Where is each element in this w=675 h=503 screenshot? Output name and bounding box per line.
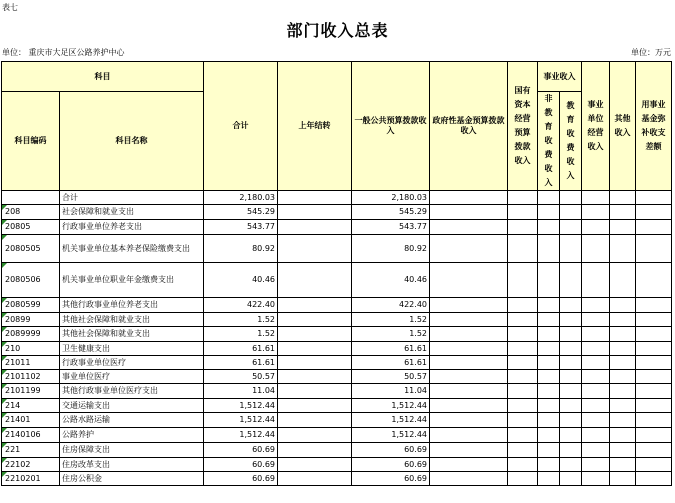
- cell-empty: [582, 413, 610, 428]
- cell-carryover: [278, 356, 352, 370]
- cell-total: 60.69: [204, 458, 278, 472]
- cell-empty: [636, 298, 672, 313]
- page-title: 部门收入总表: [286, 21, 389, 40]
- cell-empty: [538, 327, 560, 342]
- cell-name: 其他社会保障和就业支出: [60, 313, 204, 327]
- cell-name: 合计: [60, 191, 204, 205]
- cell-empty: [430, 298, 508, 313]
- cell-general-budget: 1.52: [352, 327, 430, 342]
- cell-general-budget: 1,512.44: [352, 399, 430, 413]
- header-general-budget: 一般公共预算拨款收入: [352, 62, 430, 191]
- cell-empty: [508, 205, 538, 220]
- header-edu-fee: 教育收费收入: [560, 92, 582, 191]
- cell-empty: [636, 327, 672, 342]
- cell-code: 2080599: [2, 298, 60, 313]
- cell-empty: [610, 399, 636, 413]
- cell-empty: [582, 205, 610, 220]
- cell-empty: [538, 356, 560, 370]
- cell-empty: [430, 356, 508, 370]
- cell-code: 2080505: [2, 235, 60, 263]
- table-row: [2, 458, 672, 472]
- cell-empty: [560, 263, 582, 298]
- cell-code: 208: [2, 205, 60, 220]
- table-row: [2, 356, 672, 370]
- cell-empty: [610, 327, 636, 342]
- cell-name: 机关事业单位基本养老保险缴费支出: [60, 235, 204, 263]
- cell-empty: [610, 384, 636, 399]
- cell-total: 40.46: [204, 263, 278, 298]
- cell-empty: [582, 472, 610, 486]
- cell-empty: [538, 472, 560, 486]
- cell-general-budget: 80.92: [352, 235, 430, 263]
- cell-empty: [430, 263, 508, 298]
- cell-empty: [560, 235, 582, 263]
- cell-general-budget: 50.57: [352, 370, 430, 384]
- cell-empty: [636, 191, 672, 205]
- cell-empty: [560, 205, 582, 220]
- cell-total: 61.61: [204, 356, 278, 370]
- table-row: [2, 399, 672, 413]
- cell-total: 61.61: [204, 342, 278, 356]
- cell-code: 2101102: [2, 370, 60, 384]
- cell-carryover: [278, 384, 352, 399]
- cell-empty: [560, 472, 582, 486]
- cell-empty: [610, 298, 636, 313]
- cell-carryover: [278, 205, 352, 220]
- cell-empty: [610, 235, 636, 263]
- cell-empty: [610, 356, 636, 370]
- cell-name: 社会保障和就业支出: [60, 205, 204, 220]
- table-row: [2, 413, 672, 428]
- cell-empty: [508, 235, 538, 263]
- cell-carryover: [278, 370, 352, 384]
- cell-empty: [430, 370, 508, 384]
- cell-empty: [636, 263, 672, 298]
- table-row: [2, 220, 672, 235]
- header-gov-fund: 政府性基金预算拨款收入: [430, 62, 508, 191]
- cell-carryover: [278, 399, 352, 413]
- cell-carryover: [278, 298, 352, 313]
- cell-carryover: [278, 443, 352, 458]
- cell-general-budget: 61.61: [352, 356, 430, 370]
- cell-empty: [560, 399, 582, 413]
- cell-empty: [636, 472, 672, 486]
- cell-carryover: [278, 413, 352, 428]
- cell-empty: [636, 220, 672, 235]
- cell-total: 60.69: [204, 472, 278, 486]
- cell-empty: [560, 428, 582, 443]
- cell-empty: [610, 413, 636, 428]
- cell-carryover: [278, 263, 352, 298]
- cell-total: 1.52: [204, 327, 278, 342]
- cell-empty: [610, 443, 636, 458]
- cell-empty: [508, 384, 538, 399]
- cell-code: 214: [2, 399, 60, 413]
- cell-code: 20899: [2, 313, 60, 327]
- cell-empty: [508, 313, 538, 327]
- cell-empty: [538, 384, 560, 399]
- cell-empty: [430, 458, 508, 472]
- table-row: [2, 428, 672, 443]
- table-row: [2, 327, 672, 342]
- cell-empty: [582, 263, 610, 298]
- cell-code: 2080506: [2, 263, 60, 298]
- cell-code: [2, 191, 60, 205]
- cell-general-budget: 60.69: [352, 472, 430, 486]
- cell-empty: [610, 191, 636, 205]
- cell-empty: [610, 313, 636, 327]
- table-body: [2, 191, 672, 486]
- cell-empty: [508, 472, 538, 486]
- cell-empty: [636, 205, 672, 220]
- cell-empty: [582, 443, 610, 458]
- table-row: [2, 472, 672, 486]
- cell-general-budget: 60.69: [352, 443, 430, 458]
- cell-empty: [538, 428, 560, 443]
- cell-name: 机关事业单位职业年金缴费支出: [60, 263, 204, 298]
- cell-empty: [636, 428, 672, 443]
- cell-empty: [430, 384, 508, 399]
- cell-empty: [610, 370, 636, 384]
- header-carryover: 上年结转: [278, 62, 352, 191]
- table-row: [2, 384, 672, 399]
- cell-empty: [582, 342, 610, 356]
- cell-empty: [560, 313, 582, 327]
- cell-total: 1.52: [204, 313, 278, 327]
- cell-name: 事业单位医疗: [60, 370, 204, 384]
- header-fund-supplement: 用事业基金弥补收支差额: [636, 62, 672, 191]
- cell-general-budget: 545.29: [352, 205, 430, 220]
- cell-empty: [538, 263, 560, 298]
- cell-carryover: [278, 342, 352, 356]
- table-row: [2, 205, 672, 220]
- cell-empty: [582, 191, 610, 205]
- header-state-capital: 国有资本经营预算拨款收入: [508, 62, 538, 191]
- header-subject: 科目: [2, 62, 204, 92]
- cell-empty: [636, 356, 672, 370]
- cell-general-budget: 1,512.44: [352, 413, 430, 428]
- cell-carryover: [278, 327, 352, 342]
- cell-carryover: [278, 220, 352, 235]
- cell-name: 公路养护: [60, 428, 204, 443]
- cell-name: 卫生健康支出: [60, 342, 204, 356]
- cell-empty: [610, 263, 636, 298]
- cell-general-budget: 2,180.03: [352, 191, 430, 205]
- cell-code: 21401: [2, 413, 60, 428]
- table-row: [2, 342, 672, 356]
- cell-code: 2210201: [2, 472, 60, 486]
- cell-general-budget: 60.69: [352, 458, 430, 472]
- cell-empty: [610, 342, 636, 356]
- cell-empty: [636, 370, 672, 384]
- cell-code: 2101199: [2, 384, 60, 399]
- header-name: 科目名称: [60, 92, 204, 191]
- header-total: 合计: [204, 62, 278, 191]
- cell-empty: [582, 384, 610, 399]
- cell-carryover: [278, 235, 352, 263]
- cell-total: 1,512.44: [204, 428, 278, 443]
- table-row: [2, 443, 672, 458]
- cell-total: 1,512.44: [204, 413, 278, 428]
- cell-empty: [430, 313, 508, 327]
- table-row: [2, 235, 672, 263]
- cell-name: 其他社会保障和就业支出: [60, 327, 204, 342]
- cell-empty: [538, 205, 560, 220]
- cell-general-budget: 1,512.44: [352, 428, 430, 443]
- cell-name: 行政事业单位养老支出: [60, 220, 204, 235]
- cell-empty: [560, 356, 582, 370]
- cell-empty: [560, 327, 582, 342]
- cell-empty: [610, 428, 636, 443]
- cell-name: 住房保障支出: [60, 443, 204, 458]
- cell-empty: [560, 370, 582, 384]
- cell-empty: [538, 370, 560, 384]
- cell-empty: [636, 399, 672, 413]
- cell-empty: [636, 342, 672, 356]
- cell-empty: [538, 342, 560, 356]
- cell-name: 住房公积金: [60, 472, 204, 486]
- cell-empty: [560, 298, 582, 313]
- header-unit-operation: 事业单位经营收入: [582, 62, 610, 191]
- cell-general-budget: 422.40: [352, 298, 430, 313]
- table-row: [2, 298, 672, 313]
- cell-empty: [430, 342, 508, 356]
- cell-empty: [560, 458, 582, 472]
- cell-total: 1,512.44: [204, 399, 278, 413]
- cell-empty: [538, 191, 560, 205]
- cell-empty: [430, 443, 508, 458]
- header-other-income: 其他收入: [610, 62, 636, 191]
- cell-carryover: [278, 428, 352, 443]
- cell-empty: [508, 342, 538, 356]
- cell-empty: [430, 220, 508, 235]
- cell-empty: [508, 458, 538, 472]
- cell-total: 50.57: [204, 370, 278, 384]
- cell-empty: [636, 458, 672, 472]
- cell-empty: [560, 191, 582, 205]
- cell-empty: [582, 370, 610, 384]
- header-code: 科目编码: [2, 92, 60, 191]
- cell-empty: [560, 413, 582, 428]
- cell-empty: [430, 399, 508, 413]
- cell-empty: [538, 443, 560, 458]
- cell-code: 21011: [2, 356, 60, 370]
- table-row: [2, 263, 672, 298]
- cell-empty: [430, 472, 508, 486]
- cell-code: 221: [2, 443, 60, 458]
- header-non-edu-fee: 非教育收费收入: [538, 92, 560, 191]
- cell-general-budget: 11.04: [352, 384, 430, 399]
- header-business-income: 事业收入: [538, 62, 582, 92]
- cell-empty: [430, 191, 508, 205]
- unit-label-right: 单位：万元: [631, 48, 671, 57]
- cell-name: 公路水路运输: [60, 413, 204, 428]
- cell-empty: [582, 298, 610, 313]
- cell-empty: [636, 443, 672, 458]
- unit-label-left: 单位： 重庆市大足区公路养护中心: [2, 48, 125, 57]
- cell-total: 545.29: [204, 205, 278, 220]
- cell-carryover: [278, 191, 352, 205]
- cell-general-budget: 1.52: [352, 313, 430, 327]
- cell-empty: [508, 428, 538, 443]
- cell-name: 其他行政事业单位养老支出: [60, 298, 204, 313]
- cell-empty: [430, 413, 508, 428]
- cell-empty: [582, 220, 610, 235]
- cell-code: 22102: [2, 458, 60, 472]
- cell-empty: [508, 220, 538, 235]
- cell-empty: [560, 342, 582, 356]
- cell-empty: [582, 313, 610, 327]
- table-tag: 表七: [2, 3, 18, 12]
- cell-empty: [538, 413, 560, 428]
- cell-empty: [582, 356, 610, 370]
- revenue-table: [1, 61, 672, 486]
- cell-name: 交通运输支出: [60, 399, 204, 413]
- cell-total: 2,180.03: [204, 191, 278, 205]
- cell-empty: [538, 298, 560, 313]
- cell-carryover: [278, 472, 352, 486]
- cell-total: 11.04: [204, 384, 278, 399]
- cell-empty: [508, 327, 538, 342]
- cell-empty: [560, 384, 582, 399]
- cell-empty: [508, 413, 538, 428]
- cell-total: 543.77: [204, 220, 278, 235]
- cell-empty: [560, 220, 582, 235]
- cell-empty: [610, 472, 636, 486]
- cell-empty: [582, 399, 610, 413]
- cell-empty: [538, 235, 560, 263]
- cell-empty: [508, 443, 538, 458]
- cell-empty: [508, 263, 538, 298]
- cell-empty: [636, 313, 672, 327]
- cell-empty: [538, 313, 560, 327]
- cell-empty: [430, 235, 508, 263]
- cell-empty: [582, 327, 610, 342]
- cell-empty: [610, 458, 636, 472]
- cell-total: 422.40: [204, 298, 278, 313]
- cell-empty: [610, 220, 636, 235]
- cell-empty: [508, 191, 538, 205]
- cell-code: 210: [2, 342, 60, 356]
- cell-code: 20805: [2, 220, 60, 235]
- cell-empty: [538, 458, 560, 472]
- cell-name: 住房改革支出: [60, 458, 204, 472]
- cell-empty: [430, 428, 508, 443]
- cell-code: 2140106: [2, 428, 60, 443]
- cell-general-budget: 61.61: [352, 342, 430, 356]
- cell-empty: [538, 220, 560, 235]
- cell-empty: [508, 298, 538, 313]
- cell-empty: [636, 413, 672, 428]
- cell-empty: [636, 384, 672, 399]
- cell-carryover: [278, 313, 352, 327]
- cell-total: 60.69: [204, 443, 278, 458]
- cell-empty: [636, 235, 672, 263]
- table-row: [2, 191, 672, 205]
- cell-empty: [508, 356, 538, 370]
- cell-empty: [508, 399, 538, 413]
- cell-name: 行政事业单位医疗: [60, 356, 204, 370]
- cell-general-budget: 40.46: [352, 263, 430, 298]
- cell-carryover: [278, 458, 352, 472]
- cell-empty: [582, 235, 610, 263]
- cell-empty: [508, 370, 538, 384]
- cell-empty: [582, 428, 610, 443]
- cell-name: 其他行政事业单位医疗支出: [60, 384, 204, 399]
- table-row: [2, 313, 672, 327]
- cell-empty: [430, 327, 508, 342]
- cell-empty: [610, 205, 636, 220]
- cell-code: 2089999: [2, 327, 60, 342]
- cell-empty: [582, 458, 610, 472]
- cell-total: 80.92: [204, 235, 278, 263]
- cell-empty: [538, 399, 560, 413]
- cell-empty: [430, 205, 508, 220]
- cell-general-budget: 543.77: [352, 220, 430, 235]
- table-row: [2, 370, 672, 384]
- cell-empty: [560, 443, 582, 458]
